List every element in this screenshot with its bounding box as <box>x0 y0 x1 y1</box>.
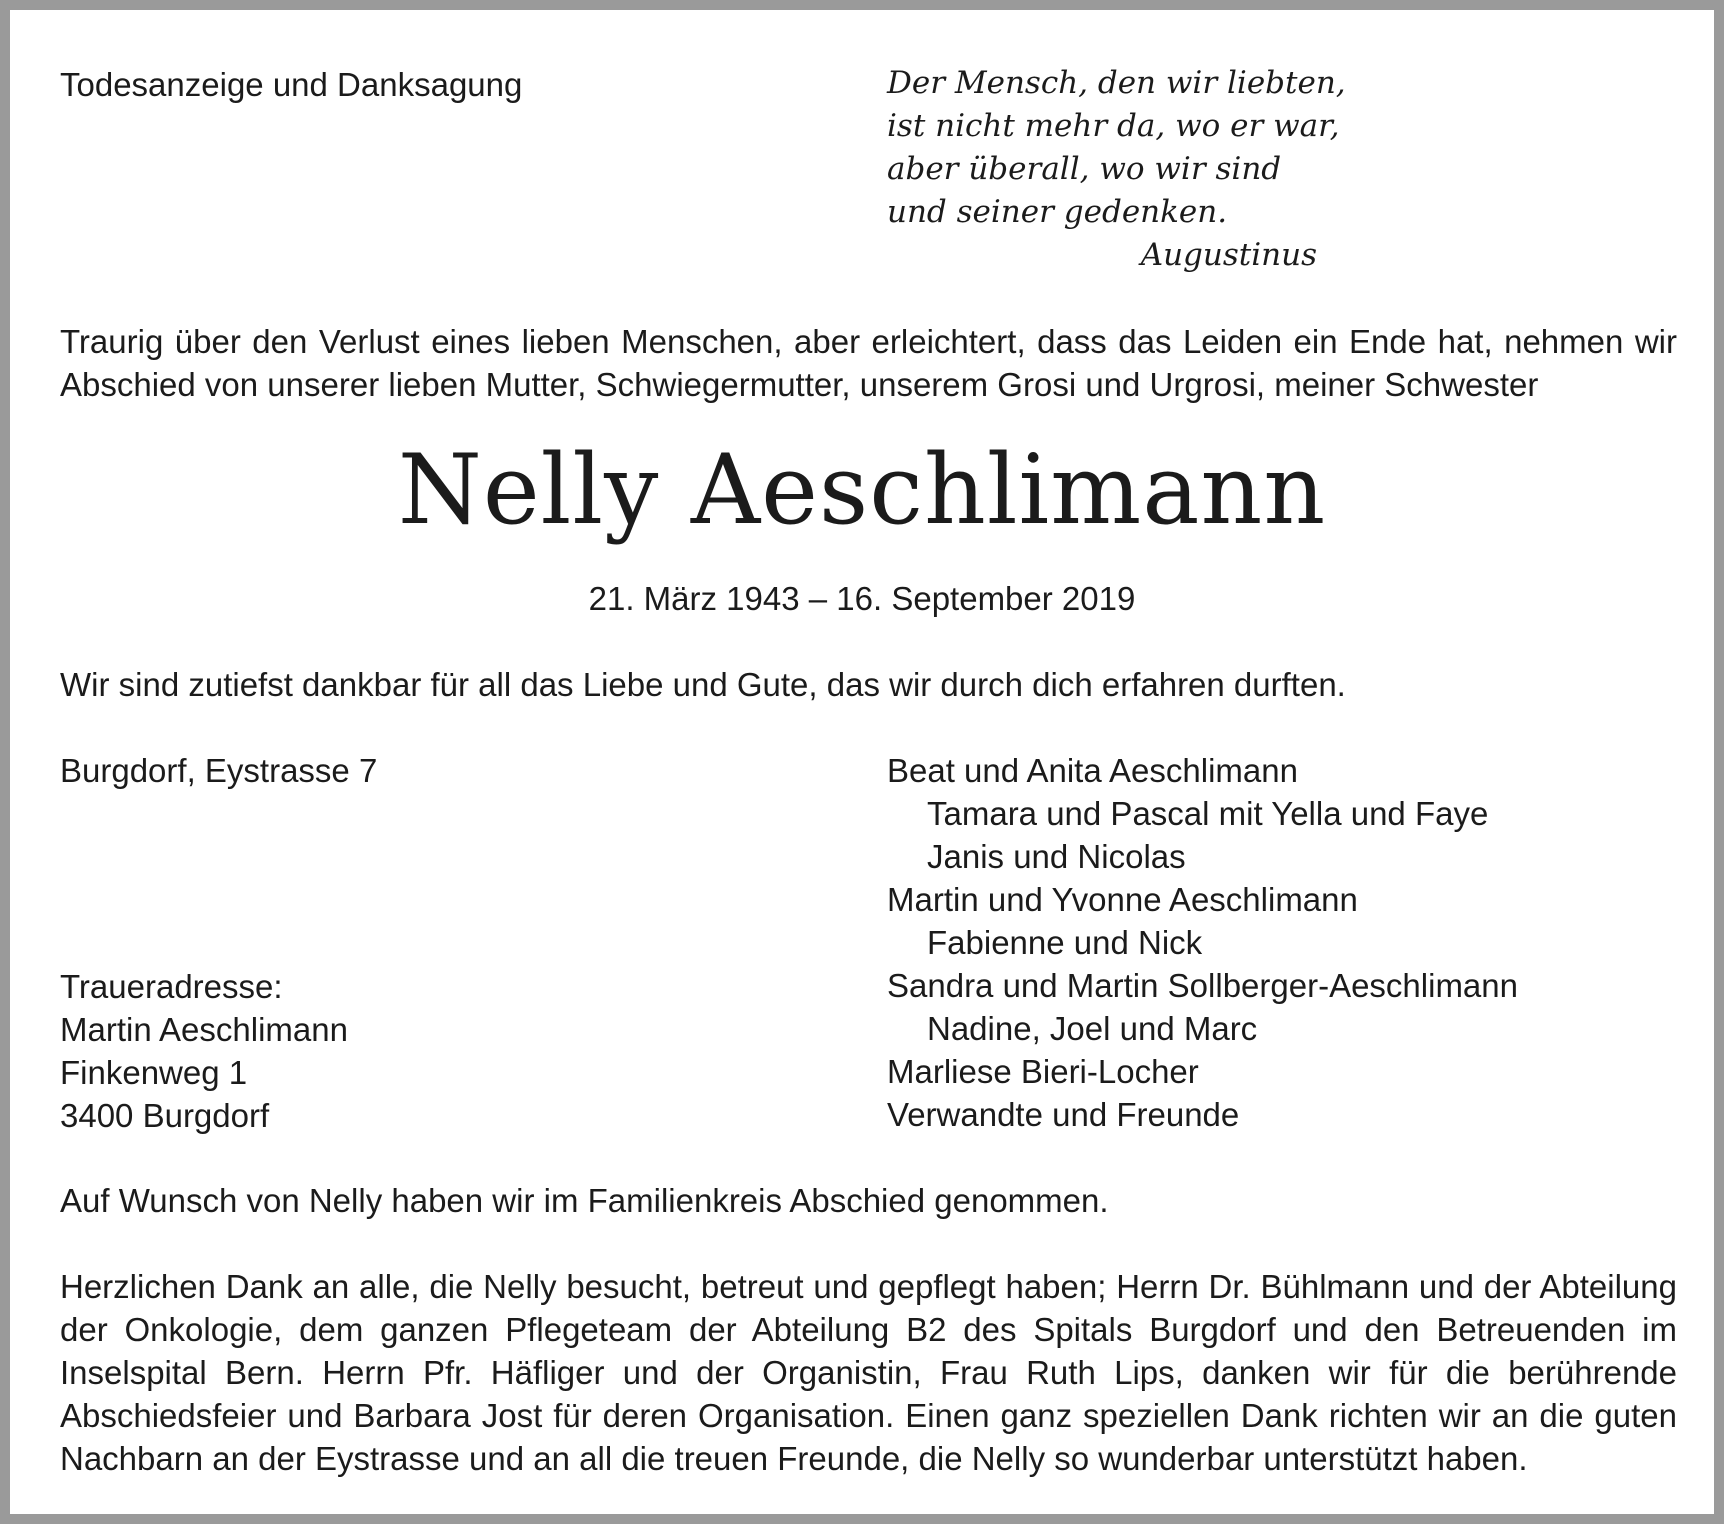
motto-line: aber überall, wo wir sind <box>887 151 1282 187</box>
mourning-address-label: Traueradresse: <box>60 968 283 1005</box>
residence-address: Burgdorf, Eystrasse 7 <box>60 752 378 789</box>
family-member: Nadine, Joel und Marc <box>927 1010 1258 1047</box>
deceased-name: Nelly Aeschlimann <box>397 434 1327 546</box>
motto-line: Der Mensch, den wir liebten, <box>887 65 1346 101</box>
family-member: Martin und Yvonne Aeschlimann <box>887 881 1358 918</box>
mourning-address-name: Martin Aeschlimann <box>60 1011 348 1048</box>
mourning-address-street: Finkenweg 1 <box>60 1054 248 1091</box>
farewell-sentence: Auf Wunsch von Nelly haben wir im Familienkreis Abschied genommen. <box>60 1182 1109 1219</box>
family-member: Sandra und Martin Sollberger-Aeschlimann <box>887 967 1518 1004</box>
obituary-notice <box>10 10 1714 1514</box>
motto-author: Augustinus <box>1140 237 1317 273</box>
life-dates: 21. März 1943 – 16. September 2019 <box>588 580 1136 617</box>
family-member: Janis und Nicolas <box>927 838 1186 875</box>
mourning-address <box>60 965 348 1137</box>
family-list <box>887 749 1518 1136</box>
motto-line: ist nicht mehr da, wo er war, <box>887 108 1340 144</box>
gratitude-sentence: Wir sind zutiefst dankbar für all das Liebe und Gute, das wir durch dich erfahren durften. <box>60 666 1346 703</box>
motto-line: und seiner gedenken. <box>887 194 1228 230</box>
intro-paragraph: Traurig über den Verlust eines lieben Menschen, aber erleichtert, dass das Leiden ein Ende hat, nehmen wir Abschied von unserer lieben Mutter, Schwiegermutter, unserem Grosi und Urgrosi, meiner Schwester <box>60 323 1677 403</box>
family-member: Fabienne und Nick <box>927 924 1203 961</box>
thanks-paragraph: Herzlichen Dank an alle, die Nelly besucht, betreut und gepflegt haben; Herrn Dr. Bühlmann und der Abteilung der Onkologie, dem ganzen Pflegeteam der Abteilung B2 des Spitals Burgdorf und den Betreuenden im Inselspital Bern. Herrn Pfr. Häfliger und der Organistin, Frau Ruth Lips, danken wir für die berührende Abschiedsfeier und Barbara Jost für deren Organisation. Einen ganz speziellen Dank richten wir an die guten Nachbarn an der Eystrasse und an all die treuen Freunde, die Nelly so wunderbar unterstützt haben. <box>60 1268 1677 1477</box>
family-member: Verwandte und Freunde <box>887 1096 1240 1133</box>
family-member: Beat und Anita Aeschlimann <box>887 752 1298 789</box>
motto-quote <box>887 62 1346 277</box>
mourning-address-city: 3400 Burgdorf <box>60 1097 270 1134</box>
notice-type-label: Todesanzeige und Danksagung <box>60 66 523 103</box>
family-member: Tamara und Pascal mit Yella und Faye <box>927 795 1489 832</box>
family-member: Marliese Bieri-Locher <box>887 1053 1199 1090</box>
